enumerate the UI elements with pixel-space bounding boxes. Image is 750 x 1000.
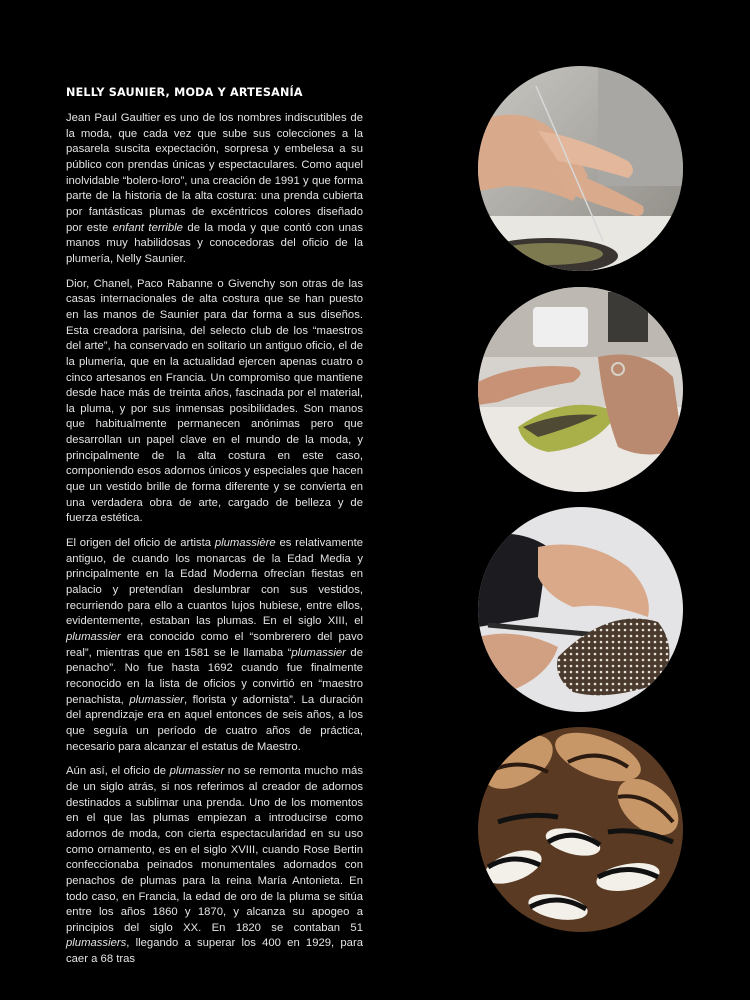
article-paragraph [66,764,363,968]
text-run: Jean Paul Gaultier es uno de los nombres indiscutibles de la moda, que cada vez que sube sus colecciones a la pasarela suscita expectación, sorpresa y embelesa a su público con prendas únicas y espectaculares. Como aquel inolvidable “bolero-loro”, una creación de 1991 y que forma parte de la historia de la alta costura: una prenda cubierta por fantásticas plumas de excéntricos colores diseñado por este [66,112,363,234]
photo-hands-on-leaf-image [478,287,683,492]
text-run: El origen del oficio de artista [66,537,215,550]
article-title: NELLY SAUNIER, MODA Y ARTESANÍA [66,86,303,99]
article-paragraph [66,111,363,268]
text-run: , florista y adornista”. La duración del aprendizaje era en aquel entonces de seis años, a los que seguía un período de cuatro años de práctica, necesario para alcanzar el estatus de Maestro. [66,693,363,753]
italic-term: plumassier [129,693,184,706]
text-run: Dior, Chanel, Paco Rabanne o Givenchy son otras de las casas internacionales de alta costura que se han puesto en las manos de Saunier para dar forma a sus diseños. Esta creadora parisina, del selecto club de los “maestros del arte”, ha conservado en solitario un antiguo oficio, el de la plumería, que en la actualidad ejercen apenas cuatro o cinco artesanos en Francia. Un compromiso que mantiene desde hace más de treinta años, fascinada por el material, la pluma, y por sus inmensas posibilidades. Son manos que habitualmente permanecen anónimas pero que desarrollan un papel clave en el mundo de la moda, y principalmente de la alta costura en este caso, componiendo esos adornos únicos y especiales que hacen que un vestido brille de forma diferente y se convierta en una verdadera obra de arte, cargado de belleza y de fuerza estética. [66,277,363,525]
photo-hands-with-needle [478,66,683,271]
photo-hands-with-needle-image [478,66,683,271]
text-run: de penacho”. No fue hasta 1692 cuando fue finalmente reconocido en la lista de oficios y convirtió en “maestro penachista, [66,646,363,706]
italic-term: plumassière [214,537,276,550]
italic-term: enfant terrible [112,221,183,234]
article [66,86,363,977]
photo-pheasant-feathers-image [478,727,683,932]
photo-cutting-spotted-feathers [478,507,683,712]
italic-term: plumassiers [66,937,127,950]
text-run: es relativamente antiguo, de cuando los monarcas de la Edad Media y principalmente en la Edad Moderna ofrecían fiestas en palacio y pretendían deslumbrar con sus vestidos, recurriendo para ello a cuantos lujos hubiese, entre ellos, evidentemente, estaban las plumas. En el siglo XIII, el [66,537,363,628]
text-run: Aún así, el oficio de [66,765,170,778]
article-paragraph [66,536,363,755]
italic-term: plumassier [291,646,346,659]
photo-pheasant-feathers [478,727,683,932]
text-run: de la moda y que contó con unas manos muy habilidosas y conocedoras del oficio de la plumería, Nelly Saunier. [66,221,363,265]
text-run: , llegando a superar los 400 en 1929, para caer a 68 tras [66,937,363,966]
italic-term: plumassier [66,631,121,643]
article-paragraph [66,277,363,528]
photo-hands-on-leaf [478,287,683,492]
italic-term: plumassier [169,765,225,778]
photo-cutting-spotted-feathers-image [478,507,683,712]
text-run: era conocido como el “sombrerero del pavo real”, mientras que en 1581 se le llamaba “ [66,631,363,659]
text-run: no se remonta mucho más de un siglo atrás, si nos referimos al creador de adornos destinados a sublimar una prenda. Uno de los momentos en el que las plumas empiezan a introducirse como adornos de moda, con cierta espectacularidad en su uso como ornamento, es en el siglo XVIII, cuando Rose Bertin confeccionaba peinados monumentales adornados con penachos de plumas para la reina María Antonieta. En todo caso, en Francia, la edad de oro de la pluma se sitúa entre los años 1860 y 1870, y alcanza su apogeo a principios del siglo XX. En 1820 se contaban 51 [66,765,363,934]
